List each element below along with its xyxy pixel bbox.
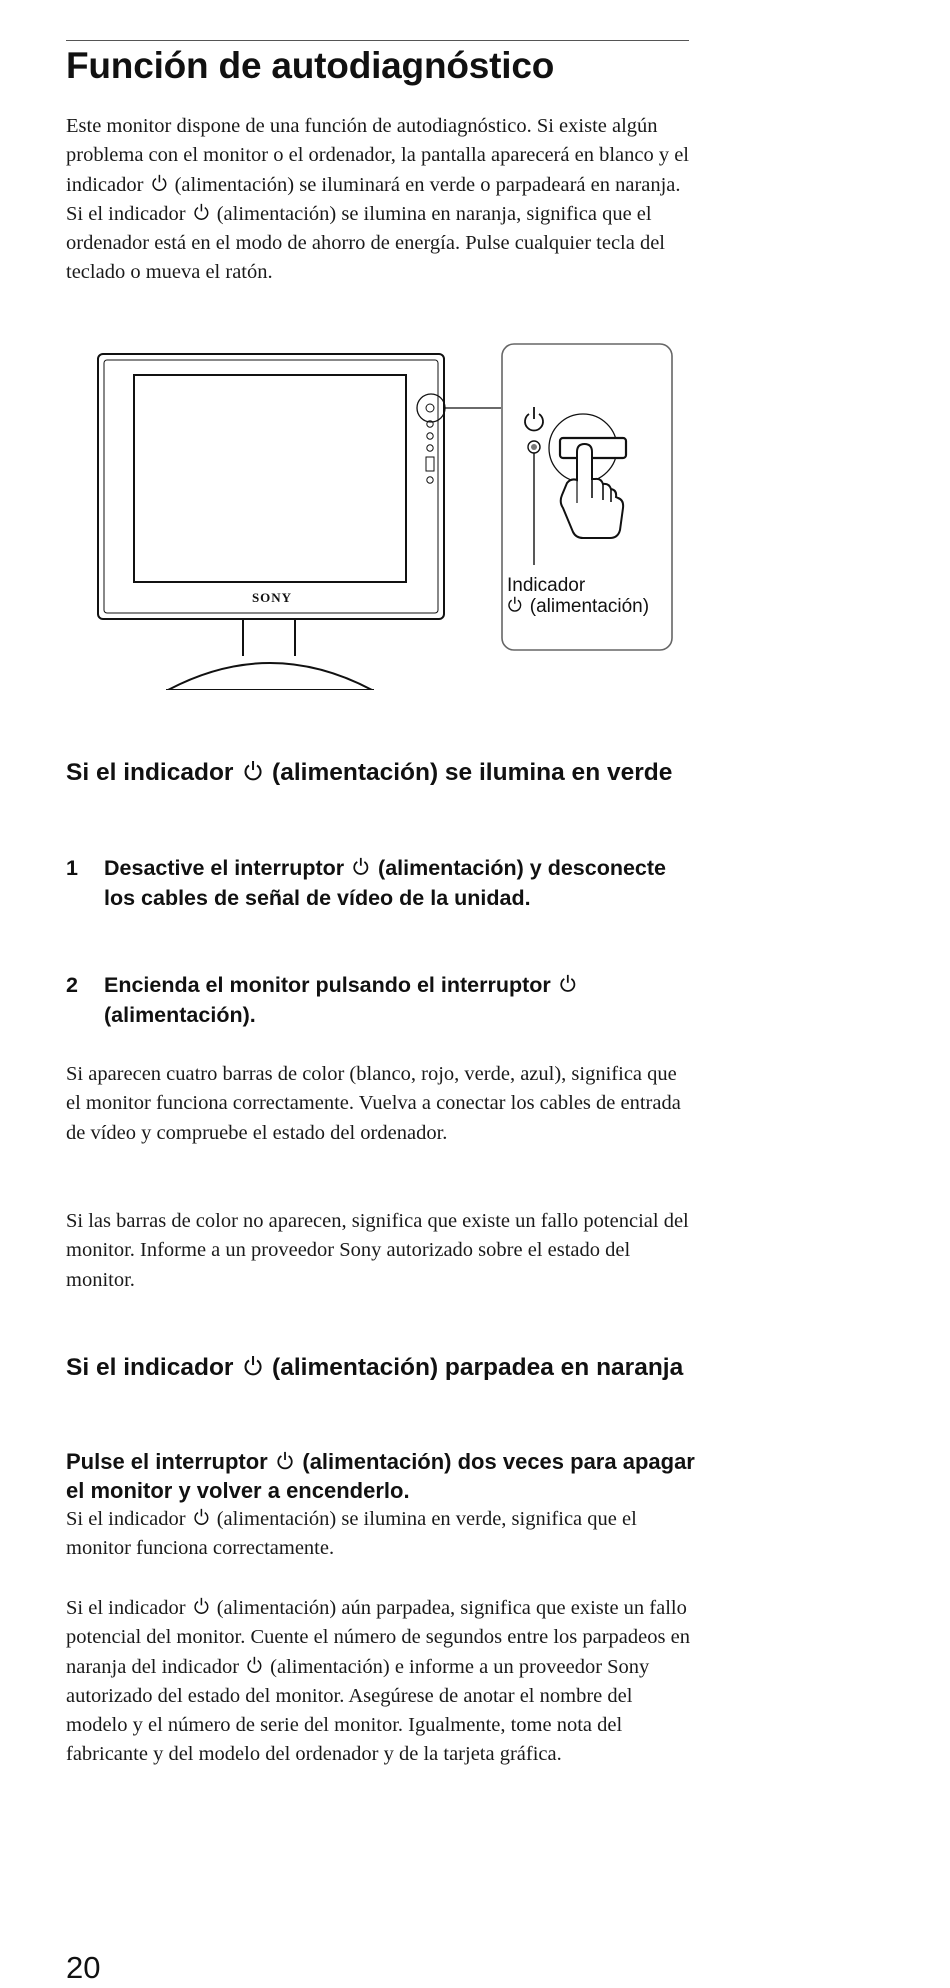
power-icon (243, 1355, 263, 1377)
paragraph-green-ok: Si el indicador (alimentación) se ilumina en verde, significa que el monitor funciona correctamente. (66, 1508, 637, 1560)
indicator-label: Indicador (alimentación) (507, 575, 650, 617)
power-icon (507, 596, 523, 613)
paragraph-colour-bars-fail: Si las barras de color no aparecen, significa que existe un fallo potencial del monitor. Informe a un proveedor Sony autorizado sobre el estado del monitor. (66, 1210, 689, 1291)
monitor-drawing (90, 340, 680, 690)
top-rule (66, 40, 689, 41)
intro-paragraph: Este monitor dispone de una función de autodiagnóstico. Si existe algún problema con el monitor o el ordenador, la pantalla aparecerá en blanco y el indicador (alimentación) se iluminará en verde o parpadeará en naranja. Si el indicador (alimentación) se ilumina en naranja, significa que el ordenador está en el modo de ahorro de energía. Pulse cualquier tecla del teclado o mueva el ratón. (66, 115, 690, 284)
power-icon (151, 174, 168, 192)
monitor-illustration (90, 340, 680, 690)
instruction-heading: Pulse el interruptor (alimentación) dos veces para apagar el monitor y volver a encenderlo. (66, 1449, 695, 1503)
power-icon (352, 857, 370, 876)
power-icon (193, 1508, 210, 1526)
brand-logo: SONY (251, 590, 293, 605)
power-icon (246, 1656, 263, 1674)
manual-page: Función de autodiagnóstico Este monitor dispone de una función de autodiagnóstico. Si existe algún problema con el monitor o el ordenador, la pantalla aparecerá en blanco y el indicador (alimentación) se iluminará en verde o parpadeará en naranja. Si el indicador (alimentación) se ilumina en naranja, significa que el ordenador está en el modo de ahorro de energía. Pulse cualquier tecla del teclado o mueva el ratón. SONY Indicador (alimentación) Si el indicador (alimentación) se ilumina en verde 1 Desactive el interruptor (alimentación) y desconecte los cables de señal de vídeo de la unidad. 2 Encienda el monitor pulsando el interruptor (alimentación). Si aparecen cuatro barras de color (blanco, rojo, verde, azul), significa que el monitor funciona correctamente. Vuelva a conectar los cables de entrada de vídeo y compruebe el estado del ordenador. Si las barras de color no aparecen, significa que existe un fallo potencial del monitor. Informe a un proveedor Sony autorizado sobre el estado del monitor. Si el indicador (alimentación) parpadea en naranja Pulse el interruptor (alimentación) dos veces para apagar el monitor y volver a encenderlo. Si el indicador (alimentación) se ilumina en verde, significa que el monitor funciona correctamente. Si el indicador (alimentación) aún parpadea, significa que existe un fallo potencial del monitor. Cuente el número de segundos entre los parpadeos en naranja del indicador (alimentación) e informe a un proveedor Sony autorizado del estado del monitor. Asegúrese de anotar el nombre del modelo y el número de serie del monitor. Igualmente, tome nota del fabricante y del modelo del ordenador y de la tarjeta gráfica. 20 (0, 0, 950, 1988)
power-icon (193, 1597, 210, 1615)
paragraph-colour-bars-ok: Si aparecen cuatro barras de color (blanco, rojo, verde, azul), significa que el monitor funciona correctamente. Vuelva a conectar los cables de entrada de vídeo y compruebe el estado del ordenador. (66, 1063, 681, 1144)
section-heading-orange: Si el indicador (alimentación) parpadea en naranja (66, 1354, 684, 1381)
power-icon (243, 760, 263, 782)
paragraph-still-blinking: Si el indicador (alimentación) aún parpadea, significa que existe un fallo potencial del monitor. Cuente el número de segundos entre los parpadeos en naranja del indicador (alimentación) e informe a un proveedor Sony autorizado del estado del monitor. Asegúrese de anotar el nombre del modelo y el número de serie del monitor. Igualmente, tome nota del fabricante y del modelo del ordenador y de la tarjeta gráfica. (66, 1597, 690, 1766)
power-icon (193, 203, 210, 221)
page-number: 20 (66, 1950, 101, 1985)
power-icon (559, 974, 577, 993)
page-title: Función de autodiagnóstico (66, 45, 555, 86)
power-icon (276, 1451, 294, 1471)
section-heading-green: Si el indicador (alimentación) se ilumina en verde (66, 759, 673, 786)
